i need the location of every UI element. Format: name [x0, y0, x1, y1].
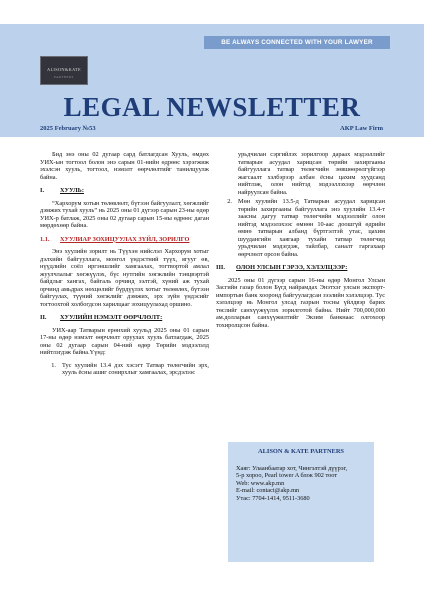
list-item	[216, 151, 385, 196]
section-number: II.	[40, 314, 47, 321]
list-item	[40, 362, 209, 377]
treaty-paragraph: 2025 оны 01 дүгээр сарын 16-ны өдөр Монгол Улсын Засгийн газар болон Бүгд найрамдах Энэтхэг улсын экспорт-импортын банк хооронд байгуулагдсан зээлийн хэлэлцээр. Тус хэлэлцээр нь Монгол улсад газрын тосны үйлдвэр барих төслийг санхүүжүүлэх зорилготой байна. Нийт 700,000,000 ам.долларын санхүүжилтийг Экзим банкнаас олгохоор тохиролцсон байна.	[216, 276, 385, 329]
section-heading-amendment	[40, 314, 209, 322]
right-column	[216, 151, 385, 334]
subsection-title: ХУУЛИАР ЗОХИЦУУЛАХ ЗҮЙЛ, ЗОРИЛГО	[60, 235, 190, 243]
tagline-badge: BE ALWAYS CONNECTED WITH YOUR LAWYER	[204, 36, 390, 49]
list-item	[216, 198, 385, 258]
contact-email[interactable]: E-mail: contact@akp.mn	[236, 487, 300, 495]
section-title: ХУУЛИЙН НЭМЭЛТ ӨӨРЧЛӨЛТ:	[60, 314, 163, 321]
intro-paragraph: Бид энэ оны 02 дугаар сард батлагдсан Хууль, өмдөх УИХ-ын тогтоол болон энэ сарын 01-нийн өдрөөс хэрэгжиж эхэлсэн хууль, тогтоол, нэмэлт өөрчлөлтийг танилцуулж байна.	[40, 151, 209, 181]
logo-text: ALISON&KATE	[46, 67, 82, 72]
logo-subtext: PARTNERS	[54, 75, 74, 79]
purpose-paragraph: Энэ хуулийн зорилт нь Түүхэн нийслэл Хархорум хотыг дэлхийн байгууллага, монгол үндэстний түүх, ягууг өв, нүүдлийн соёл иргэншлийг хамгаалах, тогтвортой амлал жуулчлалыг хөгжүүлэх, бүс нутгийн хөгжлийн тэнцвэртэй байдлыг хангах, байгаль орчинд ээлтэй, хүний аж тухай орчинд амьдрах нөхцөлийг бүрдүүлэх хотыг төлөвлөх, бүтээн байгуулах, түүний хөгжлийг дэмжих, эрх зүйн үндэсийг тогтоохтой холбогдсон харилцааг зохицуулахад оршино.	[40, 248, 209, 308]
left-column	[40, 151, 209, 382]
section-number: III.	[216, 264, 225, 271]
firm-logo	[40, 56, 88, 85]
section-heading-law	[40, 187, 209, 195]
list-item-number: 2.	[227, 198, 232, 205]
contact-address-line2: 5-р хороо, Pearl tower A блок 902 тоот	[236, 472, 338, 480]
amendment-list	[40, 362, 209, 377]
amendment-paragraph: УИХ-аар Татварын ерөнхий хуульд 2025 оны 01 сарын 17-ны өдөр нэмэлт өөрчлөлт оруулах хууль батлагдаж, 2025 оны 02 дугаар сарын 04-ний өдөр Төрийн мэдээлэлд нийтлэгдэж байна.Үүнд:	[40, 326, 209, 356]
list-item-text: Мөн хуулийн 13.5-д Татварын асуудал харицсан төрийн захиргааны байгууллага энэ хуулийн 13.4-т заасны дагуу татвар төлөгчийн мэдээллийг олон нийтэд мэдээлэхээс өмнөн 10-аас доошгүй өдрийн өмнө татварын албанд бүртгэлтэй утас, цахим шуудангийн хаягаар тухайн татвар төлөгчид урьдчилан мэдэгдэж, тайлбар, саналт гаргахаар өөрчлөлт орсон байна.	[238, 198, 385, 258]
list-item-text: Тус хуулийн 13.4 дэх хэсэгт Татвар төлөгчийн эрх, хууль ёсны ашиг сонирхлыг хамгаалах, эрсдэлээс	[62, 361, 209, 376]
contact-website[interactable]: Web: www.akp.mn	[236, 479, 285, 487]
section-heading-treaty	[216, 264, 385, 272]
newsletter-title: LEGAL NEWSLETTER	[63, 92, 361, 122]
section-title: ОЛОН УЛСЫН ГЭРЭЭ, ХЭЛЭЛЦЭЭР:	[236, 264, 348, 271]
list-item-number: 1.	[51, 361, 56, 369]
issue-number: 2025 February №53	[40, 125, 96, 132]
contact-title: ALISON & KATE PARTNERS	[257, 448, 344, 455]
amendment-list-continued	[216, 151, 385, 258]
list-item-text: урьдчилан сэргийлэх зорилгоор дараах мэдээллийг татварын асуудал харицсан төрийн захиргааны байгууллага татвар төлөгчийн зөвшөөрөлгүйгээр жагсаалт хэлбэрээр албан ёсны цахим хуудсанд нийтлэж, олон нийтэд мэдээллэхээр өөрчлөн найруулсан байна.	[238, 151, 385, 196]
firm-name: AKP Law Firm	[340, 125, 383, 132]
section-title: ХУУЛЬ:	[60, 187, 84, 194]
law-paragraph: “Хархорум хотын төлөвлөлт, бүтээн байгуулалт, хөгжлийг дэмжих тухай хууль” нь 2025 оны 01 дүгээр сарын 23-ны өдөр УИХ-р батлаж, 2025 оны 02 дугаар сарын 15-ны өдрөөс даган мөрдөхөөр байна.	[40, 199, 209, 229]
subsection-number: 1.1.	[40, 235, 50, 243]
section-number: I.	[40, 187, 45, 194]
subsection-heading-purpose	[40, 236, 209, 244]
contact-box	[228, 442, 374, 562]
contact-address-line1: Хаяг: Улаанбаатар хот, Чингэлтэй дүүрэг,	[236, 464, 348, 472]
contact-phone: Утас: 7704-1414, 9511-3680	[236, 494, 310, 502]
